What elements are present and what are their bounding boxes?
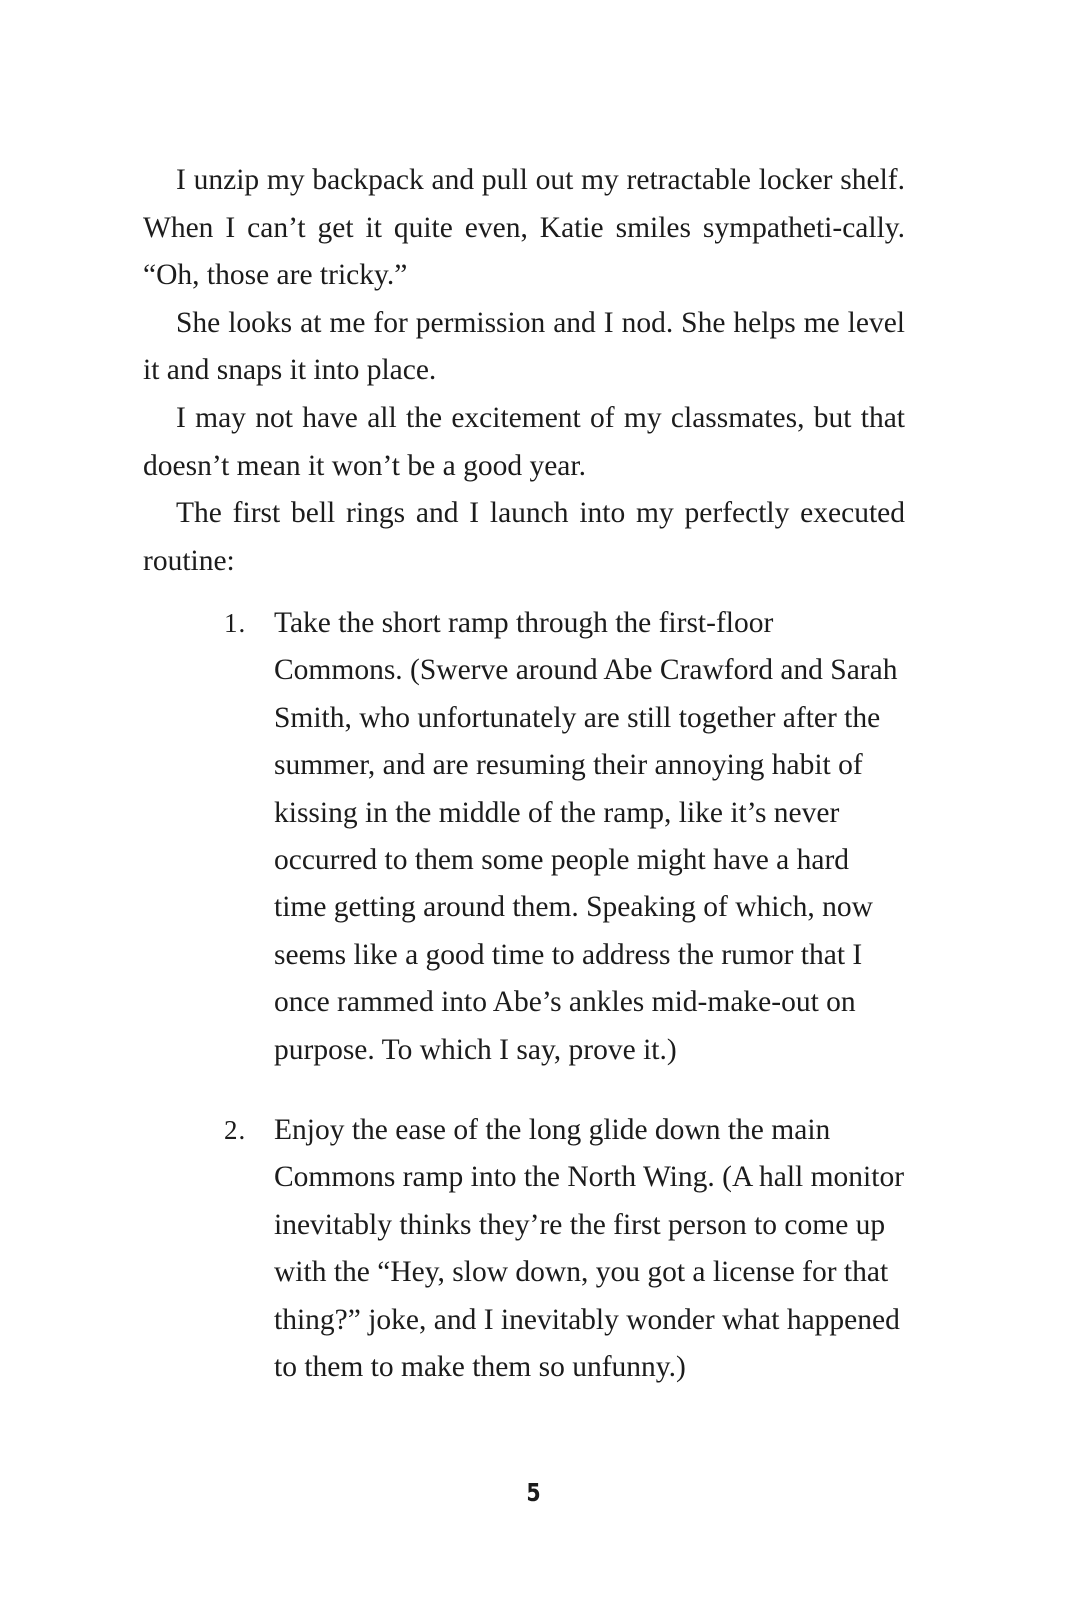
list-item-number: 2. bbox=[224, 1115, 247, 1145]
paragraph-first-bell: The first bell rings and I launch into my perfectly executed routine: bbox=[143, 497, 905, 577]
list-item bbox=[224, 600, 914, 1074]
list-item-number: 1. bbox=[224, 608, 247, 638]
list-item-text: Take the short ramp through the first-floor Commons. (Swerve around Abe Crawford and Sarah Smith, who unfortunately are still together after the summer, and are resuming their annoying habit of kissing in the middle of the ramp, like it’s never occurred to them some people might have a hard time getting around them. Speaking of which, now seems like a good time to address the rumor that I once rammed into Abe’s ankles mid-make-out on purpose. To which I say, prove it.) bbox=[274, 607, 898, 1066]
paragraph-locker-shelf: I unzip my backpack and pull out my retractable locker shelf. When I can’t get it quite even, Katie smiles sympatheti-cally. “Oh, those are tricky.” bbox=[143, 164, 905, 292]
page-number: 5 bbox=[526, 1478, 541, 1507]
body-text bbox=[143, 157, 905, 585]
list-item bbox=[224, 1107, 914, 1391]
paragraph-excitement: I may not have all the excitement of my classmates, but that doesn’t mean it won’t be a good year. bbox=[143, 401, 905, 482]
list-item-text: Enjoy the ease of the long glide down the main Commons ramp into the North Wing. (A hall monitor inevitably thinks they’re the first person to come up with the “Hey, slow down, you got a license for that thing?” joke, and I inevitably wonder what happened to them to make them so unfunny.) bbox=[274, 1114, 905, 1384]
paragraph-permission: She looks at me for permission and I nod. She helps me level it and snaps it into place. bbox=[143, 306, 905, 387]
